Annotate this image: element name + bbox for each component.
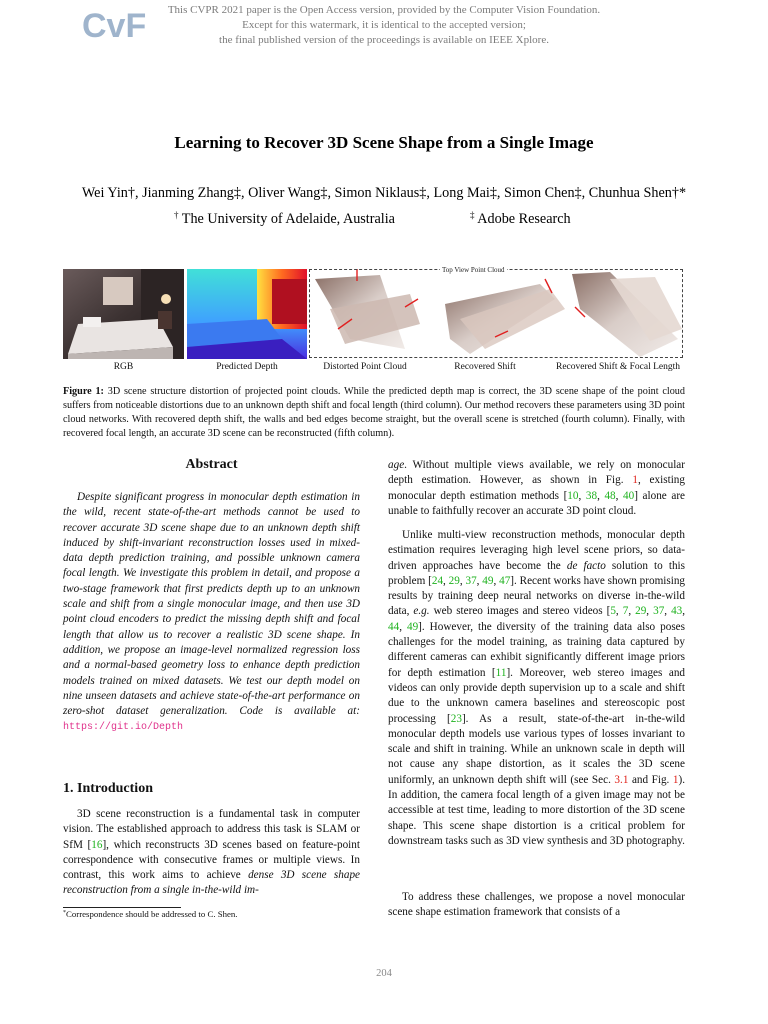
citation-link[interactable]: 37 (465, 574, 477, 587)
intro-paragraph: 3D scene reconstruction is a fundamental task in computer vision. The established approach to address this task is SLAM or SfM [16], which reconstructs 3D scenes based on feature-point correspondence with consecutive frames or multiple views. In contrast, this work aims to achieve dense 3D scene shape reconstruction from a single in-the-wild im- (63, 808, 361, 897)
panel-label-distorted: Distorted Point Cloud (323, 362, 407, 372)
affiliation-adobe: ‡ Adobe Research (470, 210, 571, 227)
top-view-label: Top View Point Cloud (442, 266, 505, 274)
citation-link[interactable]: 24 (431, 574, 444, 587)
footnote-rule (63, 907, 181, 908)
citation-link[interactable]: 40 (623, 489, 635, 502)
watermark-line: This CVPR 2021 paper is the Open Access version, provided by the Computer Vision Foundation. (167, 4, 601, 16)
panel-label-shift: Recovered Shift (454, 362, 516, 372)
citation-link[interactable]: 23 (450, 712, 462, 725)
figure-ref-link[interactable]: 1 (672, 773, 679, 786)
abstract-heading: Abstract (185, 457, 238, 472)
watermark-line: the final published version of the proceedings is available on IEEE Xplore. (219, 34, 549, 46)
citation-link[interactable]: 10 (567, 489, 579, 502)
citation-link[interactable]: 38 (585, 489, 598, 502)
predicted-depth-image (187, 269, 307, 359)
code-link[interactable]: https://git.io/Depth (63, 722, 184, 734)
citation-link[interactable]: 29 (635, 605, 647, 618)
footnote: *Correspondence should be addressed to C. Shen. (63, 909, 238, 919)
affiliation-adelaide: † The University of Adelaide, Australia (174, 210, 395, 227)
citation-link[interactable]: 29 (448, 574, 460, 587)
svg-text:CvF: CvF (82, 7, 147, 45)
panel-label-shift-focal: Recovered Shift & Focal Length (556, 362, 680, 372)
citation-link[interactable]: 47 (499, 574, 511, 587)
citation-link[interactable]: 49 (482, 574, 494, 587)
figure-ref-link[interactable]: 1 (632, 474, 638, 487)
caption-text: 3D scene structure distortion of projected point clouds. While the predicted depth map is correct, the 3D scene shape of the point cloud suffers from noticeable distortions due to an unknown depth shift and focal length (third column). Our method recovers these parameters using 3D point cloud networks. With recovered depth shift, the walls and bed edges become straight, but the overall scene is stretched (fourth column). Finally, with recovered focal length, an accurate 3D scene can be reconstructed (fifth column). (63, 386, 685, 439)
citation-link[interactable]: 16 (91, 838, 103, 851)
section-ref-link[interactable]: 3.1 (614, 773, 629, 786)
right-paragraph-1: Unlike multi-view reconstruction methods, monocular depth estimation requires leveraging high level scene priors, so data-driven approaches have become the de facto solution to this problem [24, 29, 37, 49, 47]. Recent works have shown promising results by training deep neural networks on diverse in-the-wild data, e.g. web stereo images and stereo videos [5, 7, 29, 37, 43, 44, 49]. However, the diversity of the training data also poses challenges for the model training, as training data captured by different cameras can exhibit significantly different image priors for depth estimation [11]. Moreover, web stereo images and videos can only provide depth supervision up to a scale and shift due to the unknown camera baselines and stereoscopic post processing [23]. As a result, state-of-the-art in-the-wild monocular depth models use various types of losses invariant to scale and shift in training. While an unknown scale in depth will not cause any shape distortion, as it scales the 3D scene uniformly, an unknown depth shift will (see Sec. 3.1 and Fig. 1). In addition, the camera focal length of a given image may not be accessible at test time, leading to more distortion of the 3D scene shape. This scene shape distortion is a critical problem for downstream tasks such as 3D view synthesis and 3D photography. (388, 529, 686, 847)
rgb-image (63, 269, 184, 359)
right-paragraph-2: To address these challenges, we propose a novel monocular scene shape estimation framework that consists of a (388, 891, 685, 919)
open-access-watermark (150, 3, 618, 48)
section-heading-introduction: 1. Introduction (63, 781, 153, 796)
watermark-line: Except for this watermark, it is identical to the accepted version; (242, 19, 526, 31)
citation-link[interactable]: 5 (610, 605, 616, 618)
panel-label-rgb: RGB (113, 362, 134, 372)
paper-title: Learning to Recover 3D Scene Shape from a Single Image (174, 133, 594, 152)
citation-link[interactable]: 43 (671, 605, 683, 618)
abstract-text: Despite significant progress in monocular depth estimation in the wild, recent state-of-the-art methods cannot be used to recover accurate 3D scene shape due to an unknown depth shift induced by shift-invariant reconstruction losses used in mixed-data depth prediction training, and possible unknown camera focal length. We investigate this problem in detail, and propose a two-stage framework that first predicts depth up to an unknown scale and shift from a single monocular image, and then use 3D point cloud encoders to predict the missing depth shift and focal length that allow us to recover a realistic 3D scene shape. In addition, we propose an image-level normalized regression loss and a normal-based geometry loss to enhance depth prediction models trained on mixed datasets. We test our depth model on nine unseen datasets and achieve state-of-the-art performance on zero-shot dataset generalization. Code is available at: https://git.io/Depth (63, 491, 360, 734)
citation-link[interactable]: 11 (495, 666, 507, 679)
right-paragraph-0: age. Without multiple views available, we rely on monocular depth estimation. However, as shown in Fig. 1, existing monocular depth estimation methods [10, 38, 48, 40] alone are unable to faithfully recover an accurate 3D point cloud. (388, 459, 686, 517)
top-view-dashed-box (309, 269, 683, 358)
figure-caption (63, 385, 685, 441)
panel-label-depth: Predicted Depth (216, 362, 278, 372)
citation-link[interactable]: 37 (653, 605, 665, 618)
cvf-logo (82, 4, 147, 45)
citation-link[interactable]: 44 (388, 620, 400, 633)
author-list: Wei Yin†, Jianming Zhang‡, Oliver Wang‡, Simon Niklaus‡, Long Mai‡, Simon Chen‡, Chunhua Shen†* (81, 185, 687, 201)
page-number: 204 (376, 968, 392, 979)
caption-label: Figure 1: (63, 386, 104, 397)
citation-link[interactable]: 7 (622, 605, 629, 618)
citation-link[interactable]: 48 (604, 489, 616, 502)
citation-link[interactable]: 49 (406, 620, 419, 633)
